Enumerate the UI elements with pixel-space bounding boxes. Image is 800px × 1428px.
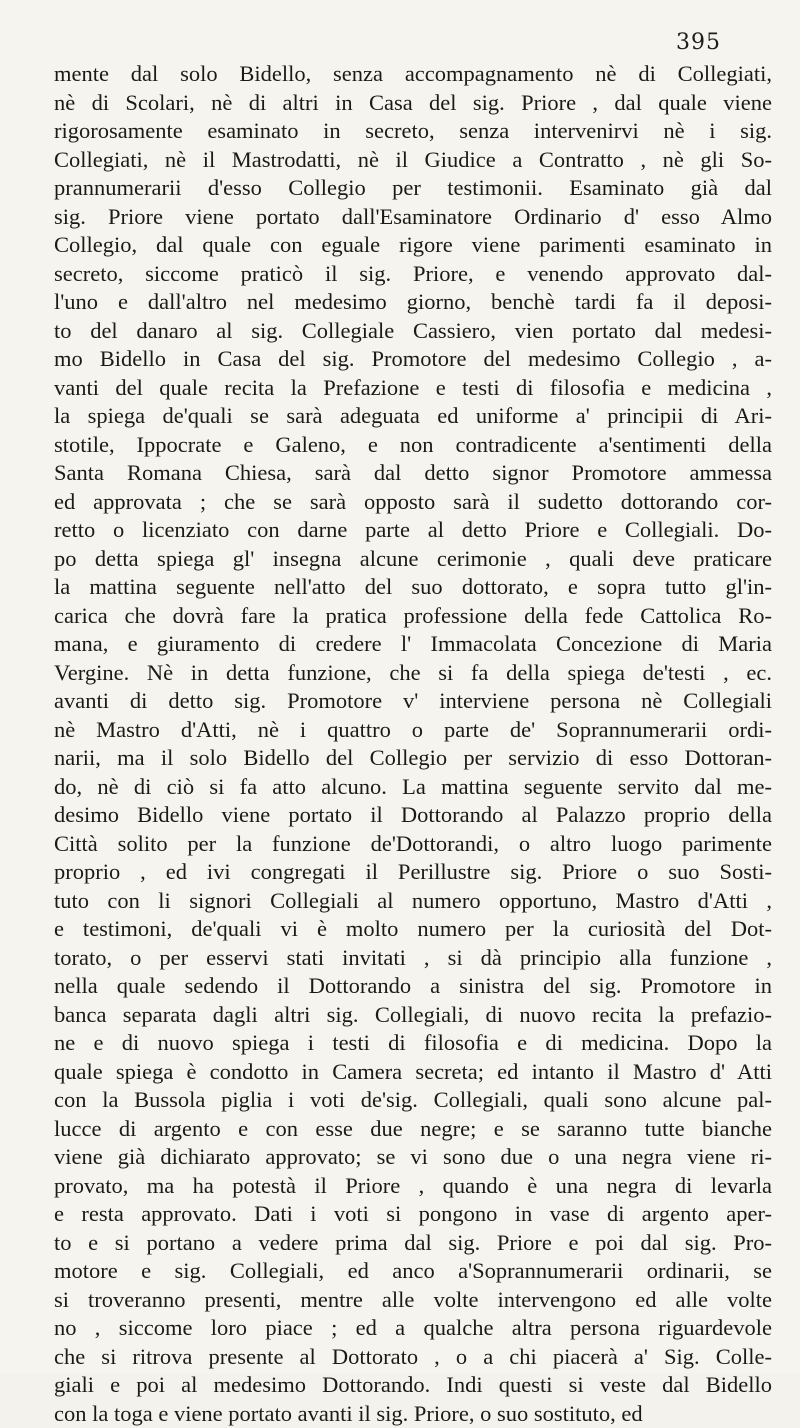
text-line: mente dal solo Bidello, senza accompagnamento nè di Collegiati,: [54, 60, 772, 89]
text-line: Collegiati, nè il Mastrodatti, nè il Giudice a Contratto , nè gli So-: [54, 146, 772, 175]
text-line: motore e sig. Collegiali, ed anco a'Soprannumerarii ordinarii, se: [54, 1257, 772, 1286]
text-line: provato, ma ha potestà il Priore , quando è una negra di levarla: [54, 1172, 772, 1201]
text-line: desimo Bidello viene portato il Dottorando al Palazzo proprio della: [54, 801, 772, 830]
text-line: sig. Priore viene portato dall'Esaminatore Ordinario d' esso Almo: [54, 203, 772, 232]
text-line: banca separata dagli altri sig. Collegiali, di nuovo recita la prefazio-: [54, 1001, 772, 1030]
text-line: l'uno e dall'altro nel medesimo giorno, benchè tardi fa il deposi-: [54, 288, 772, 317]
body-text: [54, 60, 772, 1428]
text-line: e resta approvato. Dati i voti si pongono in vase di argento aper-: [54, 1200, 772, 1229]
text-line: Santa Romana Chiesa, sarà dal detto signor Promotore ammessa: [54, 459, 772, 488]
text-line: ed approvata ; che se sarà opposto sarà il sudetto dottorando cor-: [54, 488, 772, 517]
text-line: nella quale sedendo il Dottorando a sinistra del sig. Promotore in: [54, 972, 772, 1001]
text-line: prannumerarii d'esso Collegio per testimonii. Esaminato già dal: [54, 174, 772, 203]
text-line: la mattina seguente nell'atto del suo dottorato, e sopra tutto gl'in-: [54, 573, 772, 602]
text-line: e testimoni, de'quali vi è molto numero per la curiosità del Dot-: [54, 915, 772, 944]
text-line: proprio , ed ivi congregati il Perillustre sig. Priore o suo Sosti-: [54, 858, 772, 887]
text-line: tuto con li signori Collegiali al numero opportuno, Mastro d'Atti ,: [54, 887, 772, 916]
text-line: rigorosamente esaminato in secreto, senza intervenirvi nè i sig.: [54, 117, 772, 146]
text-line: mo Bidello in Casa del sig. Promotore del medesimo Collegio , a-: [54, 345, 772, 374]
text-line: Vergine. Nè in detta funzione, che si fa della spiega de'testi , ec.: [54, 659, 772, 688]
text-line: retto o licenziato con darne parte al detto Priore e Collegiali. Do-: [54, 516, 772, 545]
text-line: carica che dovrà fare la pratica professione della fede Cattolica Ro-: [54, 602, 772, 631]
text-line: stotile, Ippocrate e Galeno, e non contradicente a'sentimenti della: [54, 431, 772, 460]
text-line: to e si portano a vedere prima dal sig. Priore e poi dal sig. Pro-: [54, 1229, 772, 1258]
text-line: che si ritrova presente al Dottorato , o a chi piacerà a' Sig. Colle-: [54, 1343, 772, 1372]
text-line: viene già dichiarato approvato; se vi sono due o una negra viene ri-: [54, 1143, 772, 1172]
text-line: narii, ma il solo Bidello del Collegio per servizio di esso Dottoran-: [54, 744, 772, 773]
text-line: Collegio, dal quale con eguale rigore viene parimenti esaminato in: [54, 231, 772, 260]
text-line: nè di Scolari, nè di altri in Casa del sig. Priore , dal quale viene: [54, 89, 772, 118]
text-line: po detta spiega gl' insegna alcune cerimonie , quali deve praticare: [54, 545, 772, 574]
text-line: la spiega de'quali se sarà adeguata ed uniforme a' principii di Ari-: [54, 402, 772, 431]
text-line: to del danaro al sig. Collegiale Cassiero, vien portato dal medesi-: [54, 317, 772, 346]
text-line: con la Bussola piglia i voti de'sig. Collegiali, quali sono alcune pal-: [54, 1086, 772, 1115]
text-line: nè Mastro d'Atti, nè i quattro o parte de' Soprannumerarii ordi-: [54, 716, 772, 745]
text-line: avanti di detto sig. Promotore v' interviene persona nè Collegiali: [54, 687, 772, 716]
text-line: mana, e giuramento di credere l' Immacolata Concezione di Maria: [54, 630, 772, 659]
text-line: quale spiega è condotto in Camera secreta; ed intanto il Mastro d' Atti: [54, 1058, 772, 1087]
text-line: no , siccome loro piace ; ed a qualche altra persona riguardevole: [54, 1314, 772, 1343]
text-line: con la toga e viene portato avanti il sig. Priore, o suo sostituto, ed: [54, 1400, 772, 1428]
page-number: 395: [676, 30, 721, 55]
text-line: lucce di argento e con esse due negre; e se saranno tutte bianche: [54, 1115, 772, 1144]
text-line: secreto, siccome praticò il sig. Priore, e venendo approvato dal-: [54, 260, 772, 289]
text-line: vanti del quale recita la Prefazione e testi di filosofia e medicina ,: [54, 374, 772, 403]
text-line: Città solito per la funzione de'Dottorandi, o altro luogo parimente: [54, 830, 772, 859]
text-line: ne e di nuovo spiega i testi di filosofia e di medicina. Dopo la: [54, 1029, 772, 1058]
text-line: torato, o per esservi stati invitati , si dà principio alla funzione ,: [54, 944, 772, 973]
text-line: si troveranno presenti, mentre alle volte intervengono ed alle volte: [54, 1286, 772, 1315]
text-line: giali e poi al medesimo Dottorando. Indi questi si veste dal Bidello: [54, 1371, 772, 1400]
text-line: do, nè di ciò si fa atto alcuno. La mattina seguente servito dal me-: [54, 773, 772, 802]
